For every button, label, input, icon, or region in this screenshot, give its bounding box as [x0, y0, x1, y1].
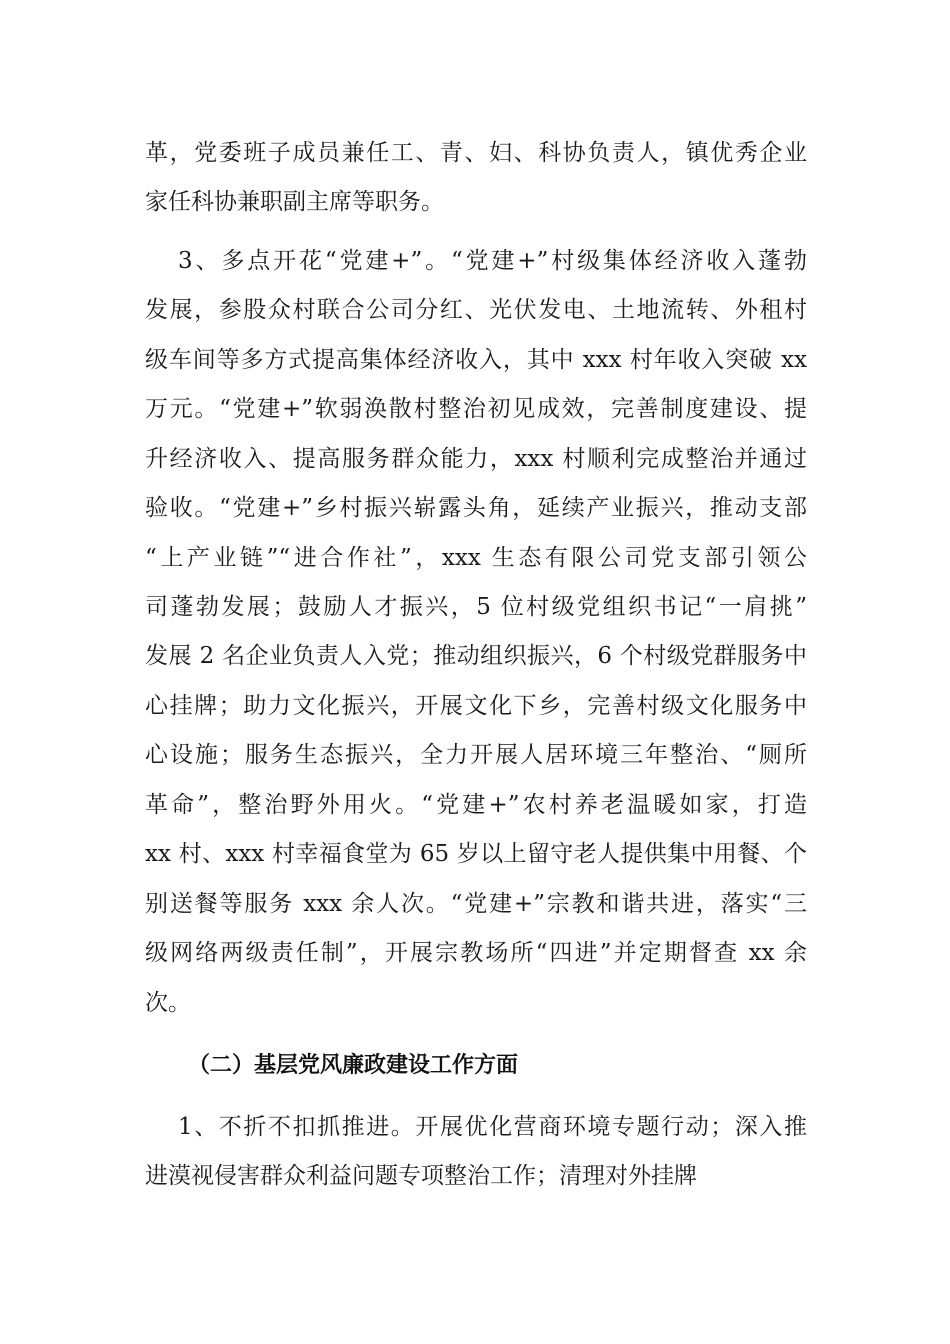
text-line: 家任科协兼职副主席等职务。 — [145, 189, 444, 215]
text-line: 司蓬勃发展；鼓励人才振兴，5 位村级党组织书记“一肩挑” — [145, 594, 807, 620]
text-line: 心设施；服务生态振兴，全力开展人居环境三年整治、“厕所 — [145, 742, 807, 768]
text-line: 3、多点开花“党建+”。“党建+”村级集体经济收入蓬勃 — [178, 248, 807, 274]
text-line: “上产业链”“进合作社”，xxx 生态有限公司党支部引领公 — [145, 545, 807, 571]
text-line: 革命”，整治野外用火。“党建+”农村养老温暖如家，打造 — [145, 792, 807, 818]
text-line: 万元。“党建+”软弱涣散村整治初见成效，完善制度建设、提 — [145, 396, 807, 422]
text-line: 革，党委班子成员兼任工、青、妇、科协负责人，镇优秀企业 — [145, 140, 807, 166]
text-line: 级网络两级责任制”，开展宗教场所“四进”并定期督查 xx 余 — [145, 940, 807, 966]
section-heading: （二）基层党风廉政建设工作方面 — [188, 1053, 519, 1078]
text-line: 发展 2 名企业负责人入党；推动组织振兴，6 个村级党群服务中 — [145, 643, 807, 669]
text-line: 进漠视侵害群众利益问题专项整治工作；清理对外挂牌 — [145, 1163, 697, 1189]
text-line: 1、不折不扣抓推进。开展优化营商环境专题行动；深入推 — [178, 1114, 807, 1140]
text-line: 验收。“党建+”乡村振兴崭露头角，延续产业振兴，推动支部 — [145, 495, 807, 521]
text-line: 升经济收入、提高服务群众能力，xxx 村顺利完成整治并通过 — [145, 446, 807, 472]
text-line: 级车间等多方式提高集体经济收入，其中 xxx 村年收入突破 xx — [145, 347, 807, 373]
text-line: 次。 — [145, 990, 191, 1016]
text-line: 心挂牌；助力文化振兴，开展文化下乡，完善村级文化服务中 — [145, 693, 807, 719]
text-line: xx 村、xxx 村幸福食堂为 65 岁以上留守老人提供集中用餐、个 — [145, 841, 807, 867]
text-line: 发展，参股众村联合公司分红、光伏发电、土地流转、外租村 — [145, 297, 807, 323]
text-line: 别送餐等服务 xxx 余人次。“党建+”宗教和谐共进，落实“三 — [145, 891, 807, 917]
